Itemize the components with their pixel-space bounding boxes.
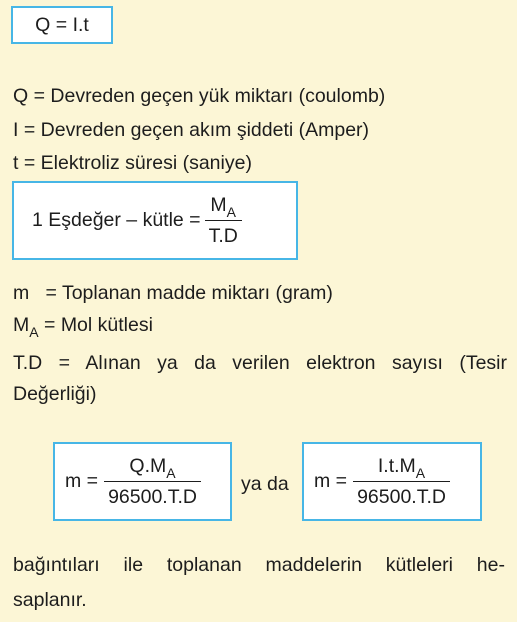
fraction-denominator: T.D bbox=[205, 220, 242, 247]
fraction-denominator: 96500.T.D bbox=[353, 481, 450, 508]
mass-formula-2-lhs: m = bbox=[314, 470, 348, 492]
fraction-numerator: $I.t.M_A$ bbox=[377, 455, 426, 481]
mass-formula-1-fraction bbox=[104, 455, 201, 508]
definition-m: m = Toplanan madde miktarı (gram) bbox=[13, 282, 333, 304]
definition-td-line2: Değerliği) bbox=[13, 383, 97, 405]
mass-formula-2-fraction bbox=[353, 455, 450, 508]
definition-td-line1: T.D = Alınan ya da verilen elektron sayısı (Tesir bbox=[13, 352, 507, 374]
fraction-numerator: $M_A$ bbox=[210, 194, 236, 220]
closing-line1: bağıntıları ile toplanan maddelerin kütleleri he- bbox=[13, 554, 505, 576]
formula-box-mass-charge bbox=[53, 442, 232, 521]
equivalent-mass-label: 1 Eşdeğer – kütle = bbox=[32, 209, 201, 231]
formula-box-mass-current-time bbox=[302, 442, 482, 521]
equivalent-mass-fraction bbox=[205, 194, 242, 247]
formula-charge: Q = I.t bbox=[35, 13, 89, 36]
definition-t: t = Elektroliz süresi (saniye) bbox=[13, 152, 252, 174]
mass-formula-1-lhs: m = bbox=[65, 470, 99, 492]
formula-box-equivalent-mass bbox=[12, 181, 298, 260]
fraction-denominator: 96500.T.D bbox=[104, 481, 201, 508]
connector-text: ya da bbox=[241, 473, 289, 495]
definition-i: I = Devreden geçen akım şiddeti (Amper) bbox=[13, 119, 370, 141]
formula-box-charge bbox=[11, 6, 113, 44]
fraction-numerator: $Q.M_A$ bbox=[129, 455, 176, 481]
definition-q: Q = Devreden geçen yük miktarı (coulomb) bbox=[13, 85, 386, 107]
closing-line2: saplanır. bbox=[13, 589, 87, 611]
definition-ma: $M_A$ = Mol kütlesi bbox=[13, 314, 153, 340]
